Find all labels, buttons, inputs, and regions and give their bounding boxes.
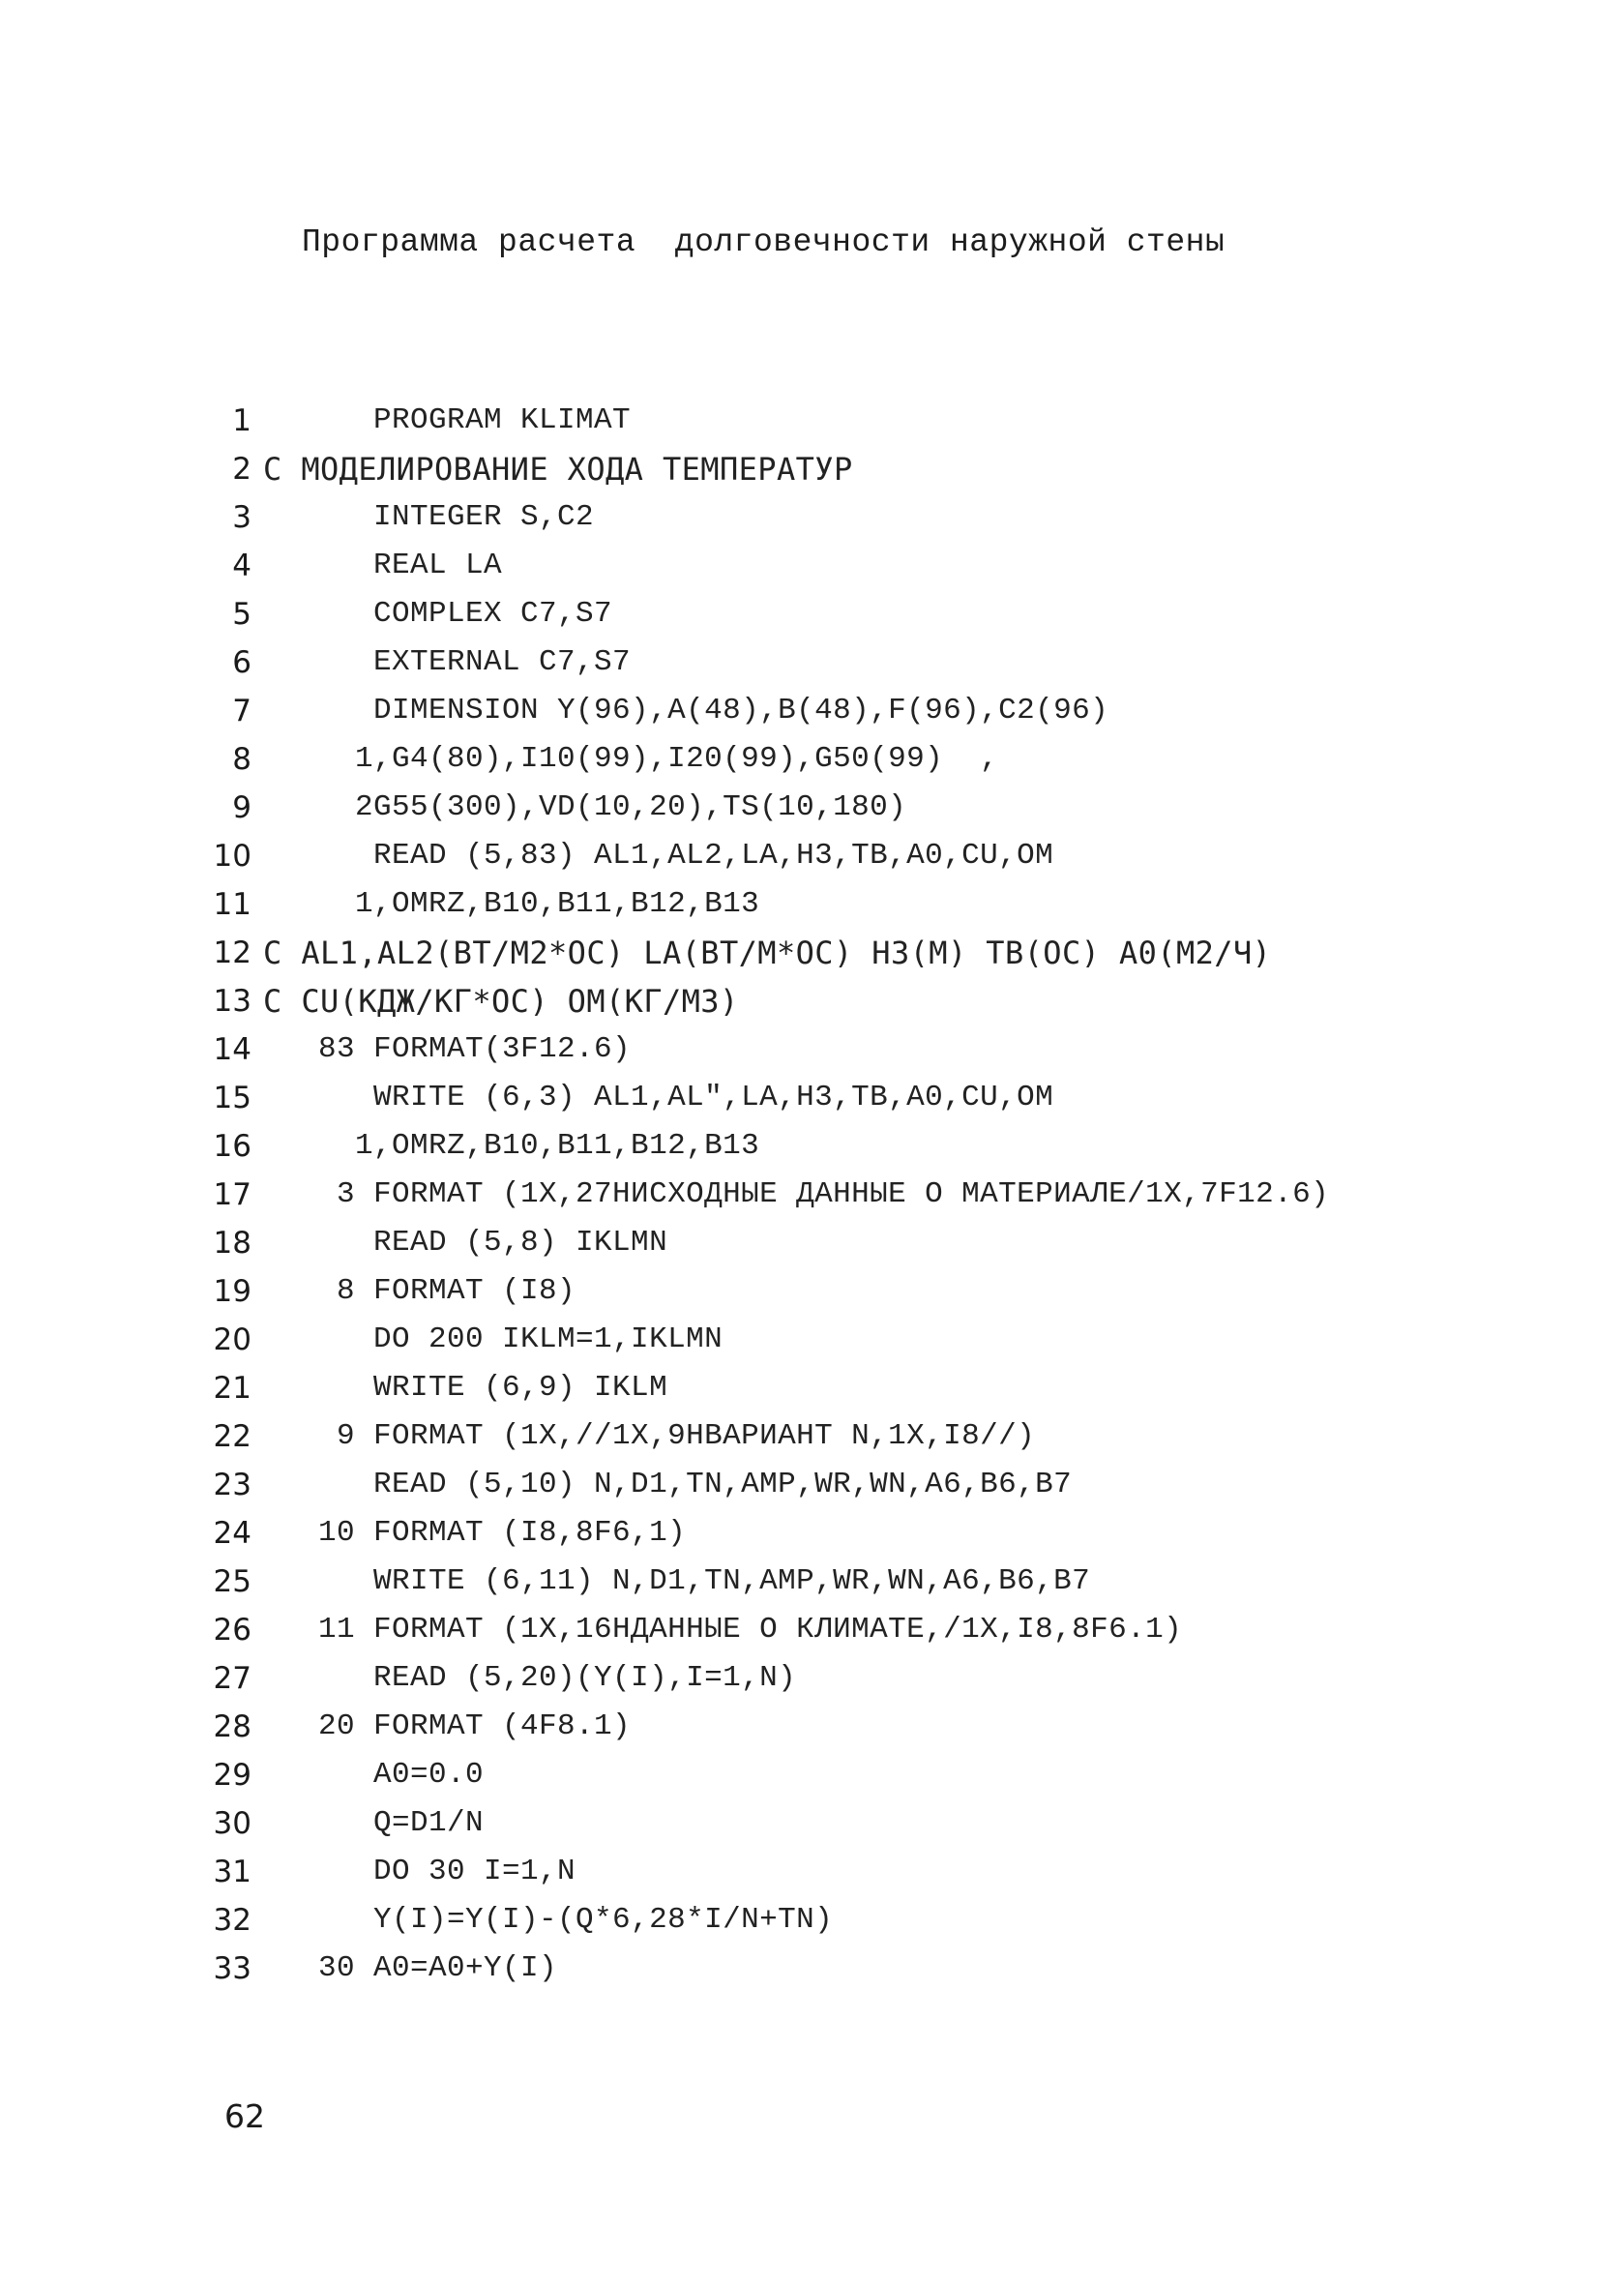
code-text: INTEGER S,C2 xyxy=(263,500,595,534)
code-text: 9 FORMAT (1X,//1X,9HВАРИАНТ N,1X,I8//) xyxy=(263,1419,1036,1453)
code-text: Q=D1/N xyxy=(263,1806,485,1840)
code-text: 10 FORMAT (I8,8F6,1) xyxy=(263,1516,687,1550)
line-number: 30 xyxy=(213,1806,251,1841)
line-number: 22 xyxy=(213,1419,251,1454)
line-number: 20 xyxy=(213,1322,251,1357)
line-number: 19 xyxy=(213,1274,251,1309)
page-title: Программа расчета долговечности наружной стены xyxy=(302,224,1225,260)
code-text: DIMENSION Y(96),A(48),B(48),F(96),C2(96) xyxy=(263,694,1109,728)
line-number: 14 xyxy=(213,1032,251,1067)
line-number: 32 xyxy=(213,1903,251,1938)
code-text: 1,G4(80),I10(99),I20(99),G50(99) , xyxy=(263,742,999,776)
line-number: 8 xyxy=(232,742,251,777)
comment-text: C CU(КДЖ/КГ*OC) OM(КГ/M3) xyxy=(263,983,739,1020)
page-number: 62 xyxy=(224,2097,265,2135)
comment-text: C МОДЕЛИРОВАНИЕ ХОДА ТЕМПЕРАТУР xyxy=(263,451,853,488)
line-number: 27 xyxy=(213,1661,251,1696)
code-text: 11 FORMAT (1X,16HДАННЫЕ О КЛИМАТЕ,/1X,I8,8F6.1) xyxy=(263,1613,1183,1647)
line-number: 28 xyxy=(213,1709,251,1744)
code-text: WRITE (6,11) N,D1,TN,AMP,WR,WN,A6,B6,B7 xyxy=(263,1564,1091,1598)
line-number: 29 xyxy=(213,1758,251,1793)
code-text: 30 A0=A0+Y(I) xyxy=(263,1951,558,1985)
line-number: 12 xyxy=(213,936,251,970)
line-number: 5 xyxy=(232,597,251,632)
code-text: 2G55(300),VD(10,20),TS(10,180) xyxy=(263,790,907,824)
line-number: 25 xyxy=(213,1564,251,1599)
line-number: 26 xyxy=(213,1613,251,1648)
line-number: 7 xyxy=(232,694,251,728)
comment-text: C AL1,AL2(BT/M2*OC) LA(BT/M*OC) H3(M) TB(OC) A0(M2/Ч) xyxy=(263,935,1272,971)
code-text: DO 30 I=1,N xyxy=(263,1855,576,1888)
line-number: 15 xyxy=(213,1081,251,1115)
line-number: 13 xyxy=(213,984,251,1019)
line-number: 6 xyxy=(232,645,251,680)
code-text: 83 FORMAT(3F12.6) xyxy=(263,1032,632,1066)
code-text: EXTERNAL C7,S7 xyxy=(263,645,632,679)
code-text: A0=0.0 xyxy=(263,1758,485,1792)
line-number: 24 xyxy=(213,1516,251,1551)
line-number: 2 xyxy=(232,452,251,487)
line-number: 17 xyxy=(213,1177,251,1212)
line-number: 4 xyxy=(232,549,251,583)
code-text: 3 FORMAT (1X,27HИСХОДНЫЕ ДАННЫЕ О МАТЕРИАЛЕ/1X,7F12.6) xyxy=(263,1177,1330,1211)
code-text: WRITE (6,3) AL1,AL",LA,H3,TB,A0,CU,OM xyxy=(263,1081,1054,1114)
code-text: READ (5,10) N,D1,TN,AMP,WR,WN,A6,B6,B7 xyxy=(263,1468,1073,1501)
line-number: 3 xyxy=(232,500,251,535)
line-number: 33 xyxy=(213,1951,251,1986)
code-text: REAL LA xyxy=(263,549,503,582)
line-number: 10 xyxy=(213,839,251,874)
code-text: COMPLEX C7,S7 xyxy=(263,597,613,631)
code-text: WRITE (6,9) IKLM xyxy=(263,1371,668,1405)
line-number: 16 xyxy=(213,1129,251,1164)
code-text: 1,OMRZ,B10,B11,B12,B13 xyxy=(263,1129,760,1163)
code-text: 1,OMRZ,B10,B11,B12,B13 xyxy=(263,887,760,921)
line-number: 1 xyxy=(232,403,251,438)
code-text: DO 200 IKLM=1,IKLMN xyxy=(263,1322,723,1356)
code-text: READ (5,20)(Y(I),I=1,N) xyxy=(263,1661,797,1695)
line-number: 23 xyxy=(213,1468,251,1502)
line-number: 21 xyxy=(213,1371,251,1406)
code-text: Y(I)=Y(I)-(Q*6,28*I/N+TN) xyxy=(263,1903,834,1937)
line-number: 18 xyxy=(213,1226,251,1261)
code-text: READ (5,83) AL1,AL2,LA,H3,TB,A0,CU,OM xyxy=(263,839,1054,873)
code-text: READ (5,8) IKLMN xyxy=(263,1226,668,1260)
code-text: 8 FORMAT (I8) xyxy=(263,1274,576,1308)
code-text: 20 FORMAT (4F8.1) xyxy=(263,1709,632,1743)
code-text: PROGRAM KLIMAT xyxy=(263,403,632,437)
line-number: 9 xyxy=(232,790,251,825)
line-number: 11 xyxy=(213,887,251,922)
line-number: 31 xyxy=(213,1855,251,1889)
